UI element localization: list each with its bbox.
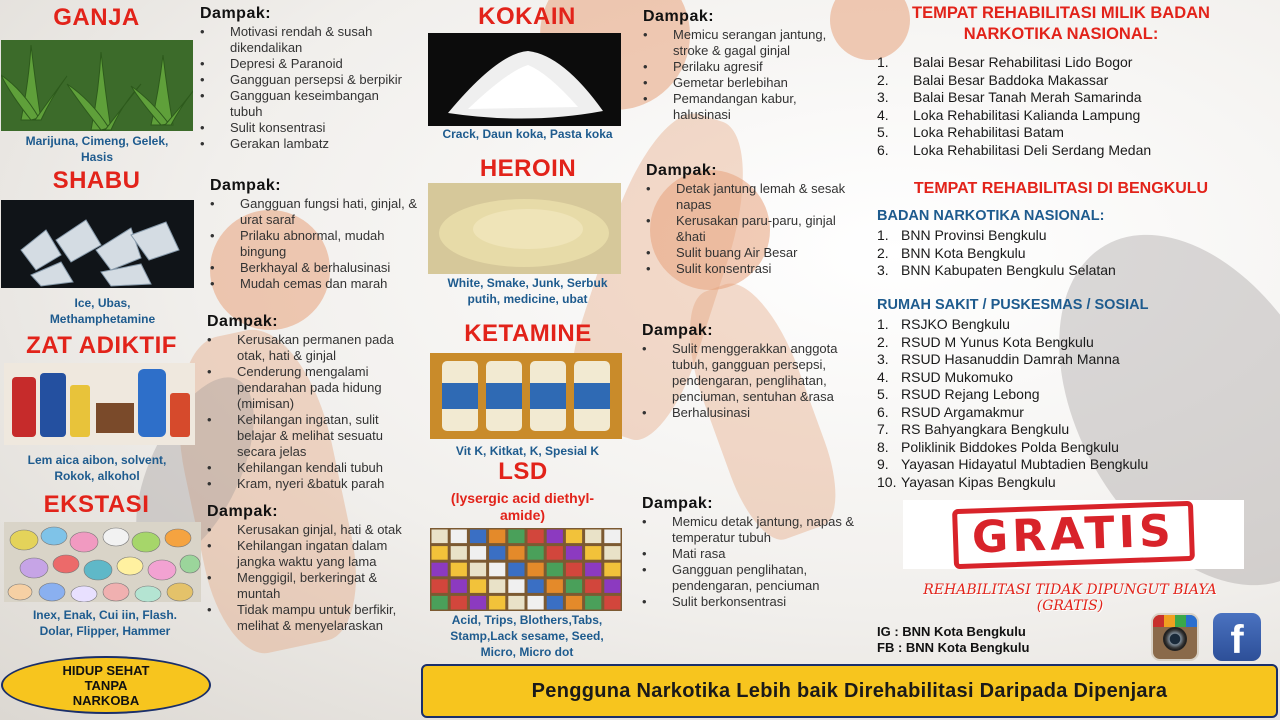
lsd-stamp-tile bbox=[604, 596, 620, 610]
lsd-stamp-tile bbox=[508, 530, 524, 544]
ketamine-vials-icon bbox=[430, 353, 622, 439]
zat-adiktif-cans-icon bbox=[4, 363, 195, 445]
effect-item: • Gangguan fungsi hati, ginjal, & urat saraf bbox=[210, 196, 420, 228]
lsd-stamp-tile bbox=[432, 546, 448, 560]
lsd-stamp-tile bbox=[451, 579, 467, 593]
lsd-stamp-tile bbox=[566, 563, 582, 577]
ekstasi-effects-heading: Dampak: bbox=[207, 503, 279, 520]
effect-item: • Kehilangan kendali tubuh bbox=[207, 460, 412, 476]
lsd-stamp-tile bbox=[566, 530, 582, 544]
ekstasi-pills-icon bbox=[4, 522, 201, 602]
ganja-image bbox=[1, 40, 193, 131]
effect-item: • Kerusakan paru-paru, ginjal &hati bbox=[646, 213, 846, 245]
lsd-stamp-tile bbox=[547, 579, 563, 593]
list-item: 9. Yayasan Hidayatul Mubtadien Bengkulu bbox=[877, 456, 1149, 472]
lsd-stamp-tile bbox=[528, 563, 544, 577]
lsd-stamp-tile bbox=[451, 530, 467, 544]
kokain-effects bbox=[643, 8, 858, 123]
effect-item: • Sulit konsentrasi bbox=[646, 261, 846, 277]
effect-item: • Gangguan keseimbangan tubuh bbox=[200, 88, 405, 120]
effect-item: • Memicu serangan jantung, stroke & gagal ginjal bbox=[643, 27, 858, 59]
instagram-icon-strip bbox=[1153, 615, 1197, 627]
lsd-stamp-tile bbox=[489, 563, 505, 577]
ekstasi-image bbox=[4, 522, 201, 602]
list-item: 3. BNN Kabupaten Bengkulu Selatan bbox=[877, 262, 1116, 278]
kokain-effects-heading: Dampak: bbox=[643, 8, 715, 25]
effect-item: • Kehilangan ingatan dalam jangka waktu yang lama bbox=[207, 538, 412, 570]
lsd-stamp-tile bbox=[585, 546, 601, 560]
ketamine-effects-heading: Dampak: bbox=[642, 322, 714, 339]
gratis-stamp-box bbox=[903, 500, 1244, 569]
list-item: 4. Loka Rehabilitasi Kalianda Lampung bbox=[877, 106, 1141, 123]
effect-item: • Tidak mampu untuk berfikir, melihat & menyelaraskan bbox=[207, 602, 412, 634]
instagram-icon[interactable] bbox=[1151, 613, 1199, 661]
lsd-stamp-tile bbox=[470, 563, 486, 577]
lsd-stamp-tile bbox=[566, 579, 582, 593]
lsd-stamp-tile bbox=[432, 530, 448, 544]
kokain-powder-icon bbox=[428, 33, 621, 126]
heroin-powder-icon bbox=[428, 183, 621, 274]
ganja-effects-list bbox=[200, 24, 405, 152]
lsd-stamp-tile bbox=[585, 563, 601, 577]
ketamine-title: KETAMINE bbox=[464, 320, 592, 347]
lsd-stamp-tile bbox=[547, 563, 563, 577]
ganja-aliases: Marijuna, Cimeng, Gelek, Hasis bbox=[25, 134, 169, 164]
lsd-image bbox=[430, 528, 622, 611]
heroin-title: HEROIN bbox=[479, 155, 577, 182]
lsd-stamp-tile bbox=[585, 596, 601, 610]
lsd-stamp-tile bbox=[470, 579, 486, 593]
list-item: 5. RSUD Rejang Lebong bbox=[877, 386, 1040, 402]
rehab-bengkulu-bnn-list bbox=[877, 227, 1116, 280]
ganja-effects bbox=[200, 5, 405, 152]
effect-item: • Depresi & Paranoid bbox=[200, 56, 405, 72]
lsd-stamp-tile bbox=[432, 596, 448, 610]
list-item: 6. Loka Rehabilitasi Deli Serdang Medan bbox=[877, 141, 1152, 158]
ketamine-image bbox=[430, 353, 622, 439]
lsd-effects-list bbox=[642, 514, 857, 610]
heroin-effects-heading: Dampak: bbox=[646, 162, 718, 179]
lsd-stamp-tile bbox=[508, 546, 524, 560]
lsd-effects bbox=[642, 495, 857, 610]
list-item: 1. BNN Provinsi Bengkulu bbox=[877, 227, 1047, 243]
effect-item: • Prilaku abnormal, mudah bingung bbox=[210, 228, 420, 260]
lsd-title: LSD bbox=[498, 458, 548, 485]
zat-adiktif-image bbox=[4, 363, 195, 445]
slogan-line: TANPA bbox=[84, 677, 128, 693]
effect-item: • Kerusakan ginjal, hati & otak bbox=[207, 522, 412, 538]
lsd-stamp-tile bbox=[451, 596, 467, 610]
rehab-bengkulu-rs-list bbox=[877, 316, 1148, 491]
slogan-line: HIDUP SEHAT bbox=[62, 662, 150, 678]
lsd-stamp-tile bbox=[508, 596, 524, 610]
list-item: 8. Poliklinik Biddokes Polda Bengkulu bbox=[877, 438, 1119, 455]
list-item: 7. RS Bahyangkara Bengkulu bbox=[877, 421, 1070, 437]
effect-item: • Sulit konsentrasi bbox=[200, 120, 405, 136]
effect-item: • Gemetar berlebihan bbox=[643, 75, 858, 91]
zat-adiktif-aliases: Lem aica aibon, solvent, Rokok, alkohol bbox=[27, 453, 167, 483]
list-item: 2. BNN Kota Bengkulu bbox=[877, 244, 1026, 261]
shabu-image bbox=[1, 200, 194, 288]
facebook-handle: FB : BNN Kota Bengkulu bbox=[877, 640, 1030, 655]
zat-adiktif-effects-list bbox=[207, 332, 412, 492]
effect-item: • Motivasi rendah & susah dikendalikan bbox=[200, 24, 405, 56]
lsd-stamp-tile bbox=[470, 596, 486, 610]
lsd-stamp-tile bbox=[585, 530, 601, 544]
lsd-stamp-tile bbox=[604, 546, 620, 560]
effect-item: • Mati rasa bbox=[642, 546, 857, 562]
lsd-stamp-tile bbox=[432, 579, 448, 593]
lsd-stamp-tile bbox=[528, 530, 544, 544]
kokain-image bbox=[428, 33, 621, 126]
shabu-effects-heading: Dampak: bbox=[210, 177, 282, 194]
effect-item: • Mudah cemas dan marah bbox=[210, 276, 420, 292]
lsd-stamp-tile bbox=[451, 563, 467, 577]
rehab-bengkulu-title: TEMPAT REHABILITASI DI BENGKULU bbox=[913, 180, 1209, 197]
lsd-effects-heading: Dampak: bbox=[642, 495, 714, 512]
list-item: 2. RSUD M Yunus Kota Bengkulu bbox=[877, 333, 1094, 350]
zat-adiktif-effects-heading: Dampak: bbox=[207, 313, 279, 330]
zat-adiktif-title: ZAT ADIKTIF bbox=[26, 332, 177, 359]
list-item: 3. RSUD Hasanuddin Damrah Manna bbox=[877, 351, 1120, 367]
lsd-stamp-tile bbox=[604, 530, 620, 544]
ketamine-effects bbox=[642, 322, 857, 421]
ekstasi-aliases: Inex, Enak, Cui iin, Flash. Dolar, Flipper, Hammer bbox=[32, 608, 178, 638]
lsd-stamp-tile bbox=[566, 546, 582, 560]
lsd-stamp-tile bbox=[547, 530, 563, 544]
effect-item: • Gangguan persepsi & berpikir bbox=[200, 72, 405, 88]
effect-item: • Menggigil, berkeringat & muntah bbox=[207, 570, 412, 602]
list-item: 1. Balai Besar Rehabilitasi Lido Bogor bbox=[877, 54, 1133, 70]
ganja-title: GANJA bbox=[53, 4, 140, 31]
ketamine-aliases: Vit K, Kitkat, K, Spesial K bbox=[455, 444, 600, 458]
ekstasi-effects bbox=[207, 503, 412, 634]
ganja-leaf-icon bbox=[1, 40, 193, 131]
lsd-stamp-tile bbox=[470, 546, 486, 560]
effect-item: • Gerakan lambatz bbox=[200, 136, 405, 152]
lsd-stamp-tile bbox=[547, 546, 563, 560]
lsd-stamp-tile bbox=[451, 546, 467, 560]
kokain-aliases: Crack, Daun koka, Pasta koka bbox=[442, 127, 613, 141]
lsd-stamp-tile bbox=[528, 579, 544, 593]
shabu-effects-list bbox=[210, 196, 420, 292]
list-item: 3. Balai Besar Tanah Merah Samarinda bbox=[877, 89, 1142, 105]
gratis-note-line1: REHABILITASI TIDAK DIPUNGUT BIAYA bbox=[923, 582, 1217, 598]
list-item: 5. Loka Rehabilitasi Batam bbox=[877, 124, 1064, 140]
list-item: 10. Yayasan Kipas Bengkulu bbox=[877, 473, 1056, 490]
footer-banner: Pengguna Narkotika Lebih baik Direhabilitasi Daripada Dipenjara bbox=[421, 664, 1278, 718]
effect-item: • Berhalusinasi bbox=[642, 405, 857, 421]
lsd-stamp-tile bbox=[528, 596, 544, 610]
slogan-line: NARKOBA bbox=[72, 692, 140, 708]
gratis-note bbox=[880, 582, 1260, 614]
list-item: 6. RSUD Argamakmur bbox=[877, 403, 1024, 420]
lsd-stamp-tile bbox=[489, 546, 505, 560]
heroin-aliases: White, Smake, Junk, Serbuk putih, medicine, ubat bbox=[447, 276, 608, 306]
ekstasi-title: EKSTASI bbox=[43, 491, 150, 518]
effect-item: • Sulit menggerakkan anggota tubuh, gangguan persepsi, pendengaran, penglihatan, penciuman, sentuhan &rasa bbox=[642, 341, 857, 405]
lsd-stamp-tile bbox=[566, 596, 582, 610]
effect-item: • Memicu detak jantung, napas & temperatur tubuh bbox=[642, 514, 857, 546]
instagram-handle: IG : BNN Kota Bengkulu bbox=[877, 624, 1026, 639]
effect-item: • Kehilangan ingatan, sulit belajar & melihat sesuatu secara jelas bbox=[207, 412, 412, 460]
shabu-crystal-icon bbox=[1, 200, 194, 288]
rehab-bnn-title: TEMPAT REHABILITASI MILIK BADAN NARKOTIKA NASIONAL: bbox=[912, 4, 1210, 43]
lsd-stamps-icon bbox=[430, 528, 622, 611]
slogan-bubble bbox=[1, 656, 211, 714]
lsd-stamp-tile bbox=[489, 530, 505, 544]
rehab-bnn-list bbox=[877, 54, 1151, 159]
effect-item: • Pemandangan kabur, halusinasi bbox=[643, 91, 858, 123]
gratis-note-line2: (GRATIS) bbox=[1036, 598, 1104, 614]
gratis-stamp: GRATIS bbox=[952, 500, 1195, 568]
lsd-stamp-tile bbox=[432, 563, 448, 577]
kokain-effects-list bbox=[643, 27, 858, 123]
effect-item: • Sulit buang Air Besar bbox=[646, 245, 846, 261]
rehab-bengkulu-bnn-heading: BADAN NARKOTIKA NASIONAL: bbox=[877, 208, 1105, 224]
lsd-stamp-tile bbox=[489, 579, 505, 593]
lsd-stamp-tile bbox=[547, 596, 563, 610]
instagram-icon-lens bbox=[1163, 627, 1187, 651]
effect-item: • Detak jantung lemah & sesak napas bbox=[646, 181, 846, 213]
heroin-effects-list bbox=[646, 181, 846, 277]
effect-item: • Gangguan penglihatan, pendengaran, penciuman bbox=[642, 562, 857, 594]
shabu-aliases: Ice, Ubas, Methamphetamine bbox=[49, 296, 156, 326]
lsd-stamp-tile bbox=[585, 579, 601, 593]
lsd-stamp-tile bbox=[489, 596, 505, 610]
lsd-stamp-tile bbox=[470, 530, 486, 544]
effect-item: • Kerusakan permanen pada otak, hati & ginjal bbox=[207, 332, 412, 364]
lsd-stamp-tile bbox=[528, 546, 544, 560]
shabu-title: SHABU bbox=[52, 167, 141, 194]
effect-item: • Kram, nyeri &batuk parah bbox=[207, 476, 412, 492]
lsd-fullname: (lysergic acid diethyl-amide) bbox=[450, 490, 595, 523]
lsd-stamp-tile bbox=[508, 579, 524, 593]
effect-item: • Sulit berkonsentrasi bbox=[642, 594, 857, 610]
kokain-title: KOKAIN bbox=[478, 3, 576, 30]
effect-item: • Cenderung mengalami pendarahan pada hidung (mimisan) bbox=[207, 364, 412, 412]
lsd-stamp-tile bbox=[604, 579, 620, 593]
effect-item: • Berkhayal & berhalusinasi bbox=[210, 260, 420, 276]
facebook-icon[interactable]: f bbox=[1213, 613, 1261, 661]
lsd-stamp-tile bbox=[604, 563, 620, 577]
ketamine-effects-list bbox=[642, 341, 857, 421]
list-item: 4. RSUD Mukomuko bbox=[877, 368, 1014, 385]
shabu-effects bbox=[210, 177, 420, 292]
list-item: 2. Balai Besar Baddoka Makassar bbox=[877, 71, 1109, 88]
lsd-aliases: Acid, Trips, Blothers,Tabs, Stamp,Lack sesame, Seed, Micro, Micro dot bbox=[450, 613, 604, 659]
heroin-image bbox=[428, 183, 621, 274]
lsd-stamp-tile bbox=[508, 563, 524, 577]
rehab-bengkulu-rs-heading: RUMAH SAKIT / PUSKESMAS / SOSIAL bbox=[877, 297, 1149, 313]
heroin-effects bbox=[646, 162, 846, 277]
zat-adiktif-effects bbox=[207, 313, 412, 492]
ekstasi-effects-list bbox=[207, 522, 412, 634]
ganja-effects-heading: Dampak: bbox=[200, 5, 272, 22]
list-item: 1. RSJKO Bengkulu bbox=[877, 316, 1010, 332]
effect-item: • Perilaku agresif bbox=[643, 59, 858, 75]
